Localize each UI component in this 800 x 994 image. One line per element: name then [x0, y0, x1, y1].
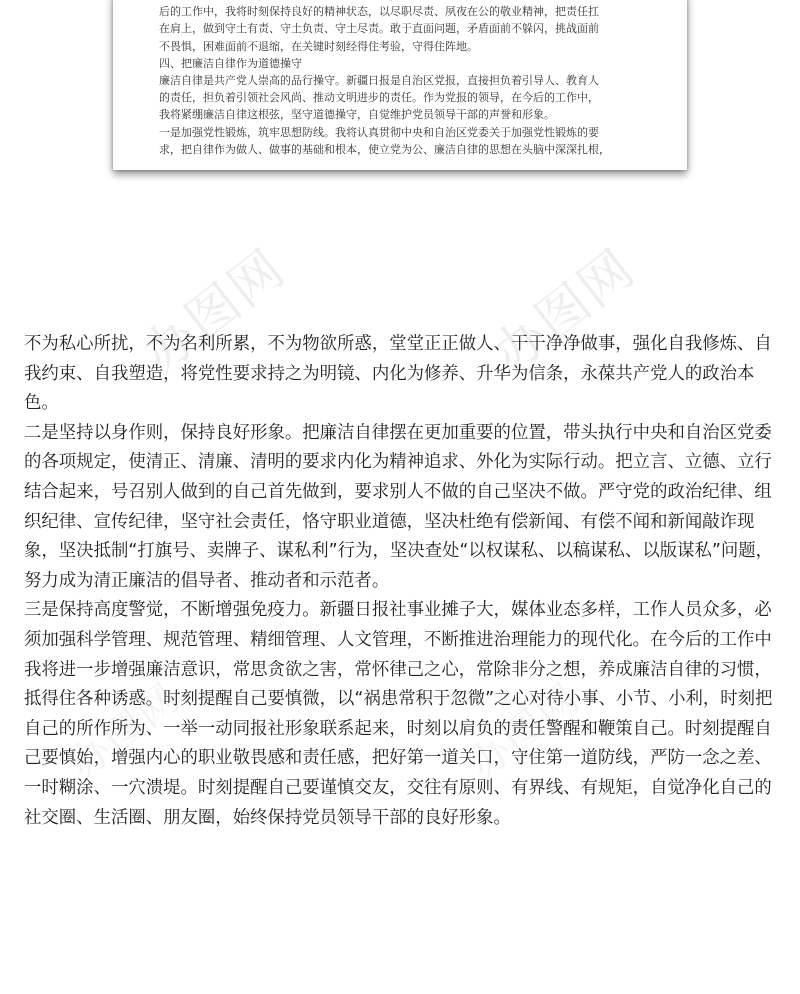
body-paragraph: 不为私心所扰，不为名利所累，不为物欲所惑，堂堂正正做人、干干净净做事，强化自我修炼、自我约束、自我塑造，将党性要求持之为明镜、内化为修养、升华为信条，永葆共产党人的政治本色。	[24, 334, 772, 414]
preview-heading: 四、把廉洁自律作为道德操守	[159, 56, 302, 70]
preview-line: 在肩上，做到守土有责、守土负责、守土尽责。敢于直面问题，矛盾面前不躲闪，挑战面前	[159, 22, 599, 36]
preview-line: 我将紧绷廉洁自律这根弦，坚守道德操守，自觉维护党员领导干部的声誉和形象。	[159, 108, 555, 122]
preview-line: 求，把自律作为做人、做事的基础和根本，使立党为公、廉洁自律的思想在头脑中深深扎根，	[159, 142, 610, 156]
watermark: 办图网	[461, 674, 589, 789]
watermark: 办图网	[61, 674, 189, 789]
preview-line: 廉洁自律是共产党人崇高的品行操守。新疆日报是自治区党报，直接担负着引导人、教育人	[159, 74, 599, 88]
preview-line: 不畏惧，困难面前不退缩，在关键时刻经得住考验，守得住阵地。	[159, 39, 478, 53]
preview-line: 的责任，担负着引领社会风尚、推动文明进步的责任。作为党报的领导，在今后的工作中，	[159, 91, 599, 105]
preview-line: 后的工作中，我将时刻保持良好的精神状态，以尽职尽责、夙夜在公的敬业精神，把责任扛	[159, 5, 599, 19]
document-preview-text	[159, 0, 643, 158]
body-paragraph: 二是坚持以身作则，保持良好形象。把廉洁自律摆在更加重要的位置，带头执行中央和自治区党委的各项规定，使清正、清廉、清明的要求内化为精神追求、外化为实际行动。把立言、立德、立行结合起来，号召别人做到的自己首先做到，要求别人不做的自己坚决不做。严守党的政治纪律、组织纪律、宣传纪律，坚守社会责任，恪守职业道德，坚决杜绝有偿新闻、有偿不闻和新闻敲诈现象，坚决抵制“打旗号、卖牌子、谋私利”行为，坚决查处“以权谋私、以稿谋私、以版谋私”问题，努力成为清正廉洁的倡导者、推动者和示范者。	[24, 422, 774, 591]
watermark: 办图网	[482, 238, 647, 386]
preview-line: 一是加强党性锻炼，筑牢思想防线。我将认真贯彻中央和自治区党委关于加强党性锻炼的要	[159, 125, 599, 139]
document-preview-card	[113, 0, 687, 170]
watermark: 办图网	[132, 238, 297, 386]
document-body	[24, 330, 780, 833]
body-paragraph: 三是保持高度警觉，不断增强免疫力。新疆日报社事业摊子大，媒体业态多样，工作人员众多，必须加强科学管理、规范管理、精细管理、人文管理，不断推进治理能力的现代化。在今后的工作中我将进一步增强廉洁意识，常思贪欲之害，常怀律己之心，常除非分之想，养成廉洁自律的习惯，抵得住各种诱惑。时刻提醒自己要慎微，以“祸患常积于忽微”之心对待小事、小节、小利，时刻把自己的所作所为、一举一动同报社形象联系起来，时刻以肩负的责任警醒和鞭策自己。时刻提醒自己要慎始，增强内心的职业敬畏感和责任感，把好第一道关口，守住第一道防线，严防一念之差、一时糊涂、一穴溃堤。时刻提醒自己要谨慎交友，交往有原则、有界线、有规矩，自觉净化自己的社交圈、生活圈、朋友圈，始终保持党员领导干部的良好形象。	[24, 600, 773, 828]
